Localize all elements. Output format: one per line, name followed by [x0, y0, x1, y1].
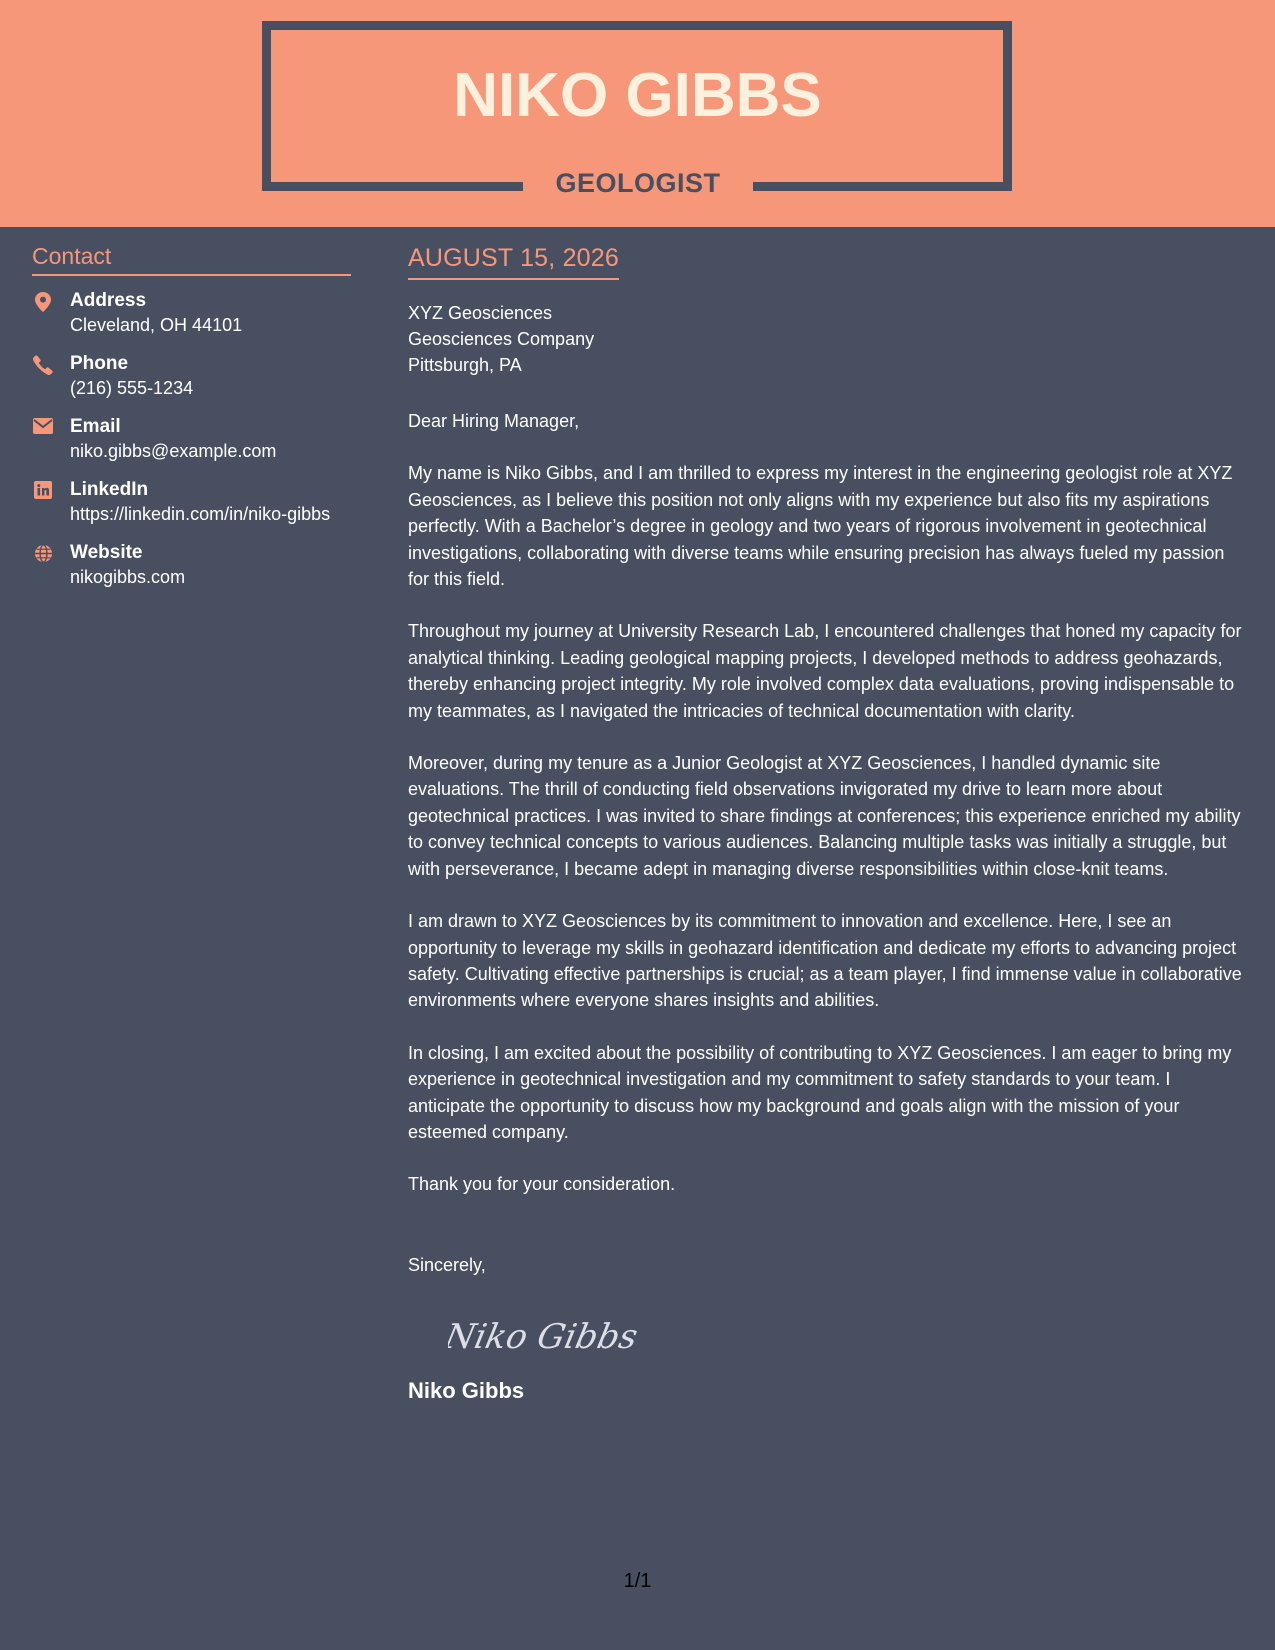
- contact-label: Website: [70, 542, 143, 563]
- body-paragraph: Moreover, during my tenure as a Junior Geologist at XYZ Geosciences, I handled dynamic site evaluations. The thrill of conducting field observations invigorated my drive to learn more about geotechnical practices. I was invited to share findings at conferences; this experience enriched my ability to convey technical concepts to various audiences. Balancing multiple tasks was initially a struggle, but with perseverance, I became adept in managing diverse responsibilities within close-knit teams.: [408, 753, 1241, 879]
- linkedin-icon: [32, 481, 54, 503]
- contact-sidebar: [32, 242, 351, 603]
- contact-website: [32, 540, 351, 589]
- contact-label: Email: [70, 416, 121, 437]
- contact-heading: Contact: [32, 242, 351, 276]
- job-title: GEOLOGIST: [555, 168, 721, 198]
- contact-label: LinkedIn: [70, 479, 149, 500]
- svg-text:Niko Gibbs: Niko Gibbs: [448, 1317, 642, 1357]
- recipient-line: XYZ Geosciences: [408, 303, 553, 323]
- contact-label: Address: [70, 290, 147, 311]
- contact-value: niko.gibbs@example.com: [70, 441, 277, 461]
- body-paragraph: My name is Niko Gibbs, and I am thrilled to express my interest in the engineering geologist role at XYZ Geosciences, as I believe this position not only aligns with my experience but also fits my aspirations perfectly. With a Bachelor’s degree in geology and two years of rigorous involvement in geotechnical investigations, collaborating with diverse teams while ensuring precision has always fueled my passion for this field.: [408, 463, 1233, 590]
- contact-value: (216) 555-1234: [70, 378, 194, 398]
- contact-email: [32, 414, 351, 463]
- location-pin-icon: [32, 292, 54, 314]
- contact-value: nikogibbs.com: [70, 567, 186, 587]
- contact-address: [32, 288, 351, 337]
- job-title-wrap: [523, 160, 753, 208]
- applicant-name: NIKO GIBBS: [453, 61, 822, 130]
- greeting: Dear Hiring Manager,: [408, 411, 580, 431]
- recipient-line: Geosciences Company: [408, 329, 595, 349]
- letter-date: AUGUST 15, 2026: [408, 242, 619, 280]
- contact-value: https://linkedin.com/in/niko-gibbs: [70, 504, 331, 524]
- signature-image: [448, 1306, 648, 1366]
- phone-icon: [32, 355, 54, 377]
- envelope-icon: [32, 418, 54, 440]
- body-paragraph: I am drawn to XYZ Geosciences by its commitment to innovation and excellence. Here, I see an opportunity to leverage my skills in geohazard identification and dedicate my efforts to advancing project safety. Cultivating effective partnerships is crucial; as a team player, I find immense value in collaborative environments where everyone shares insights and abilities.: [408, 911, 1242, 1011]
- page-number: 1/1: [623, 1570, 652, 1592]
- header-banner: [0, 0, 1275, 227]
- body-paragraph: In closing, I am excited about the possibility of contributing to XYZ Geosciences. I am eager to bring my experience in geotechnical investigation and my commitment to safety standards to your team. I anticipate the opportunity to discuss how my background and goals align with the mission of your esteemed company.: [408, 1042, 1232, 1142]
- contact-value: Cleveland, OH 44101: [70, 315, 243, 335]
- contact-phone: [32, 351, 351, 400]
- closing: Sincerely,: [408, 1254, 486, 1275]
- globe-icon: [32, 544, 54, 566]
- body-paragraph: Throughout my journey at University Research Lab, I encountered challenges that honed my capacity for analytical thinking. Leading geological mapping projects, I developed methods to address geohazards, thereby enhancing project integrity. My role involved complex data evaluations, proving indispensable to my teammates, as I navigated the intricacies of technical documentation with clarity.: [408, 621, 1242, 721]
- contact-label: Phone: [70, 353, 129, 374]
- letter-body: [408, 242, 1248, 1406]
- recipient-line: Pittsburgh, PA: [408, 355, 522, 375]
- recipient-block: [408, 300, 1248, 378]
- thank-you-line: Thank you for your consideration.: [408, 1174, 676, 1195]
- contact-linkedin: [32, 477, 351, 526]
- handwritten-signature: [448, 1306, 1248, 1366]
- signer-name: Niko Gibbs: [408, 1377, 525, 1403]
